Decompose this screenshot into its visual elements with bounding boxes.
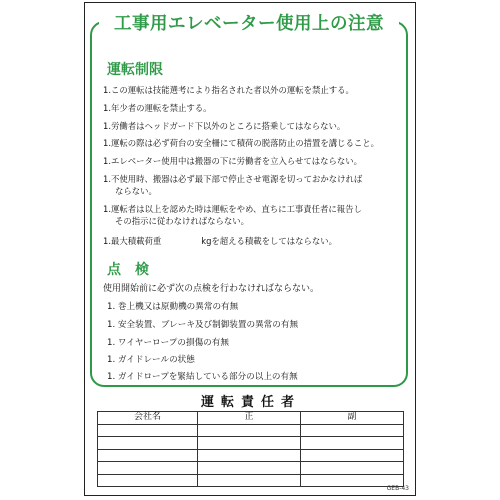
blank-cell bbox=[98, 474, 198, 487]
load-limit-rule bbox=[103, 236, 337, 247]
product-code: GEB-43 bbox=[386, 485, 409, 492]
header-primary: 正 bbox=[198, 412, 301, 425]
header-secondary: 副 bbox=[301, 412, 404, 425]
inspection-item: 1. 巻上機又は原動機の異常の有無 bbox=[107, 302, 239, 312]
rule-item-continued: その指示に従わなければならない。 bbox=[115, 216, 249, 226]
blank-cell bbox=[98, 437, 198, 450]
table-row bbox=[98, 474, 404, 487]
blank-cell bbox=[301, 437, 404, 450]
rule-item: 1.エレベーター使用中は搬器の下に労働者を立入らせてはならない。 bbox=[103, 156, 362, 166]
table-header-row bbox=[98, 412, 404, 425]
blank-cell bbox=[198, 449, 301, 462]
blank-cell bbox=[98, 449, 198, 462]
blank-cell bbox=[198, 462, 301, 475]
load-limit-prefix: 1.最大積載荷重 bbox=[103, 236, 162, 246]
blank-cell bbox=[301, 462, 404, 475]
rule-item: 1.運転の際は必ず荷台の安全柵にて積荷の脱落防止の措置を講じること。 bbox=[103, 138, 379, 148]
table-row bbox=[98, 424, 404, 437]
table-row bbox=[98, 462, 404, 475]
table-row bbox=[98, 437, 404, 450]
inspection-item: 1. ワイヤーロープの損傷の有無 bbox=[107, 338, 229, 348]
inspection-intro: 使用開始前に必ず次の点検を行わなければならない。 bbox=[103, 284, 320, 294]
header-company: 会社名 bbox=[98, 412, 198, 425]
operation-limits-heading: 運転制限 bbox=[107, 62, 163, 78]
blank-cell bbox=[301, 449, 404, 462]
blank-cell bbox=[198, 474, 301, 487]
load-limit-suffix: kgを超える積載をしてはならない。 bbox=[201, 236, 338, 246]
blank-cell bbox=[198, 424, 301, 437]
rule-item: 1.労働者はヘッドガード下以外のところに搭乗してはならない。 bbox=[103, 121, 346, 131]
inspection-item: 1. ガイドロープを緊結している部分の以上の有無 bbox=[107, 372, 298, 382]
inspection-heading: 点 検 bbox=[107, 262, 149, 278]
rule-item: 1.年少者の運転を禁止する。 bbox=[103, 103, 212, 113]
blank-cell bbox=[98, 462, 198, 475]
rule-item: 1.運転者は以上を認めた時は運転をやめ、直ちに工事責任者に報告し bbox=[103, 204, 362, 214]
rule-item: 1.この運転は技能選考により指名された者以外の運転を禁止する。 bbox=[103, 85, 354, 95]
blank-cell bbox=[98, 424, 198, 437]
safety-sign bbox=[84, 2, 416, 496]
inspection-item: 1. ガイドレールの状態 bbox=[107, 355, 195, 365]
blank-cell bbox=[198, 437, 301, 450]
sign-title: 工事用エレベーター使用上の注意 bbox=[99, 11, 399, 37]
table-row bbox=[98, 449, 404, 462]
rule-item: 1.不使用時、搬器は必ず最下部で停止させ電源を切っておかなければ bbox=[103, 174, 363, 184]
responsible-table bbox=[97, 411, 404, 487]
blank-cell bbox=[301, 424, 404, 437]
rule-item-continued: ならない。 bbox=[115, 186, 157, 196]
inspection-item: 1. 安全装置、ブレーキ及び制御装置の異常の有無 bbox=[107, 320, 299, 330]
operator-responsible-title: 運転責任者 bbox=[200, 395, 301, 410]
